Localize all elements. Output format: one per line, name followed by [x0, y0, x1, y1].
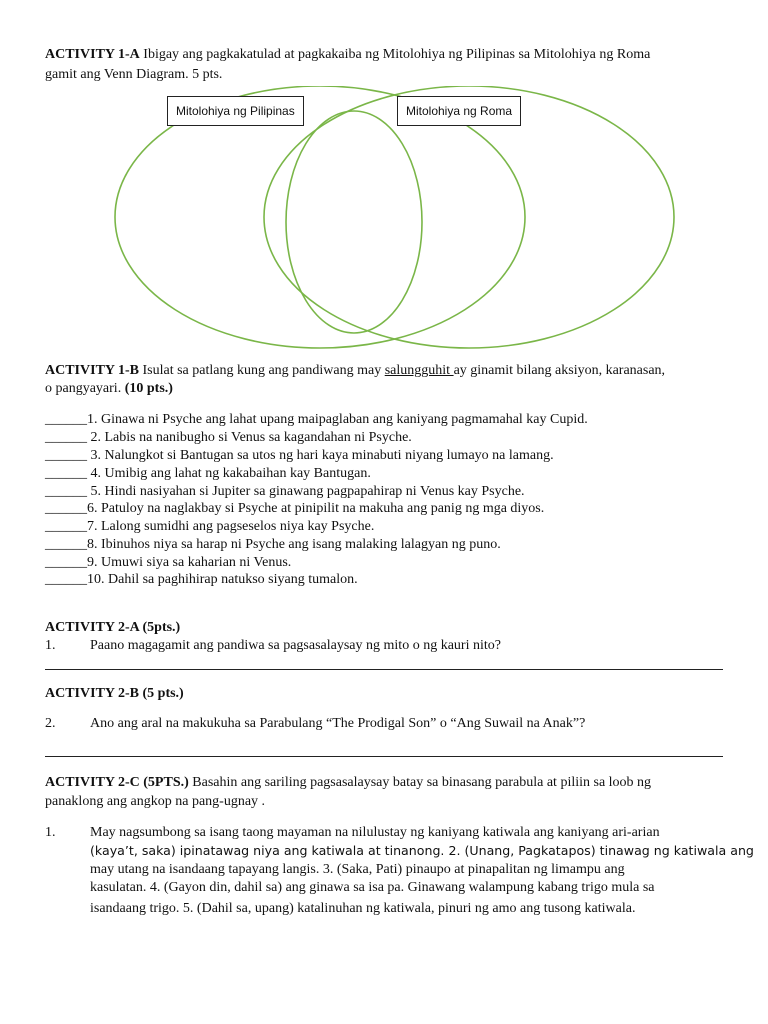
passage-line3: may utang na isandaang tapayang langis. 3. (Saka, Pati) pinaupo at pinapalitan ng limampu ang — [90, 862, 625, 877]
activity-2c-line2: panaklong ang angkop na pang-ugnay . — [45, 794, 266, 809]
list-item: ______8. Ibinuhos niya sa harap ni Psyche ang isang malaking lalagyan ng puno. — [45, 537, 501, 552]
list-item: ______10. Dahil sa paghihirap natukso siyang tumalon. — [45, 572, 358, 587]
venn-diagram — [100, 86, 740, 356]
underlined-word: salungguhit — [384, 363, 454, 378]
activity-1b-line1: ACTIVITY 1-B Isulat sa patlang kung ang pandiwang may salungguhit ay ginamit bilang aksiyon, karanasan, — [45, 363, 666, 378]
activity-1a-line1 — [45, 46, 650, 64]
list-item: ______6. Patuloy na naglakbay si Psyche at pinipilit na makuha ang panig ng mga diyos. — [45, 501, 545, 516]
answer-line — [45, 756, 723, 757]
passage-line1: 1. May nagsumbong sa isang taong mayaman na nilulustay ng kaniyang katiwala ang kaniyang ari-arian — [45, 825, 660, 840]
passage-line4: kasulatan. 4. (Gayon din, dahil sa) ang ginawa sa isa pa. Ginawang walampung kabang trigo mula sa — [90, 880, 655, 895]
list-item: ______7. Lalong sumidhi ang pagseselos niya kay Psyche. — [45, 519, 375, 534]
list-item: ______9. Umuwi siya sa kaharian ni Venus. — [45, 555, 292, 570]
list-item: ______ 3. Nalungkot si Bantugan sa utos ng hari kaya minabuti niyang lumayo na lamang. — [45, 448, 554, 463]
venn-label-left: Mitolohiya ng Pilipinas — [167, 96, 304, 126]
list-item: ______ 2. Labis na nanibugho si Venus sa kagandahan ni Psyche. — [45, 430, 412, 445]
activity-2c-line1: ACTIVITY 2-C (5PTS.) Basahin ang sariling pagsasalaysay batay sa binasang parabula at piliin sa loob ng — [45, 775, 652, 790]
activity-1a-heading: ACTIVITY 1-A — [45, 47, 140, 62]
activity-1a-text: Ibigay ang pagkakatulad at pagkakaiba ng Mitolohiya ng Pilipinas sa Mitolohiya ng Roma — [139, 47, 651, 62]
venn-label-right: Mitolohiya ng Roma — [397, 96, 521, 126]
activity-2a-heading: ACTIVITY 2-A (5pts.) — [45, 620, 181, 635]
activity-2a-question: 1. Paano magagamit ang pandiwa sa pagsasalaysay ng mito o ng kauri nito? — [45, 638, 501, 653]
activity-1b-line2: o pangyayari. (10 pts.) — [45, 381, 173, 396]
passage-line5: isandaang trigo. 5. (Dahil sa, upang) katalinuhan ng katiwala, pinuri ng amo ang tusong katiwala. — [90, 901, 636, 916]
activity-2c-heading: ACTIVITY 2-C (5PTS.) — [45, 775, 189, 790]
activity-1b-points: (10 pts.) — [124, 381, 173, 396]
passage-line2: (kaya’t, saka) ipinatawag niya ang katiwala at tinanong. 2. (Unang, Pagkatapos) tinawag ng katiwala ang — [90, 843, 754, 858]
activity-2b-question: 2. Ano ang aral na makukuha sa Parabulang “The Prodigal Son” o “Ang Suwail na Anak”? — [45, 716, 586, 731]
venn-intersection — [286, 111, 422, 333]
activity-2b-heading: ACTIVITY 2-B (5 pts.) — [45, 686, 184, 701]
list-item: ______ 4. Umibig ang lahat ng kakabaihan kay Bantugan. — [45, 466, 371, 481]
list-item: ______1. Ginawa ni Psyche ang lahat upang maipaglaban ang kaniyang pagmamahal kay Cupid. — [45, 412, 588, 427]
activity-1a-line2: gamit ang Venn Diagram. 5 pts. — [45, 67, 223, 82]
activity-1b-heading: ACTIVITY 1-B — [45, 363, 139, 378]
answer-line — [45, 669, 723, 670]
list-item: ______ 5. Hindi nasiyahan si Jupiter sa ginawang pagpapahirap ni Venus kay Psyche. — [45, 484, 525, 499]
